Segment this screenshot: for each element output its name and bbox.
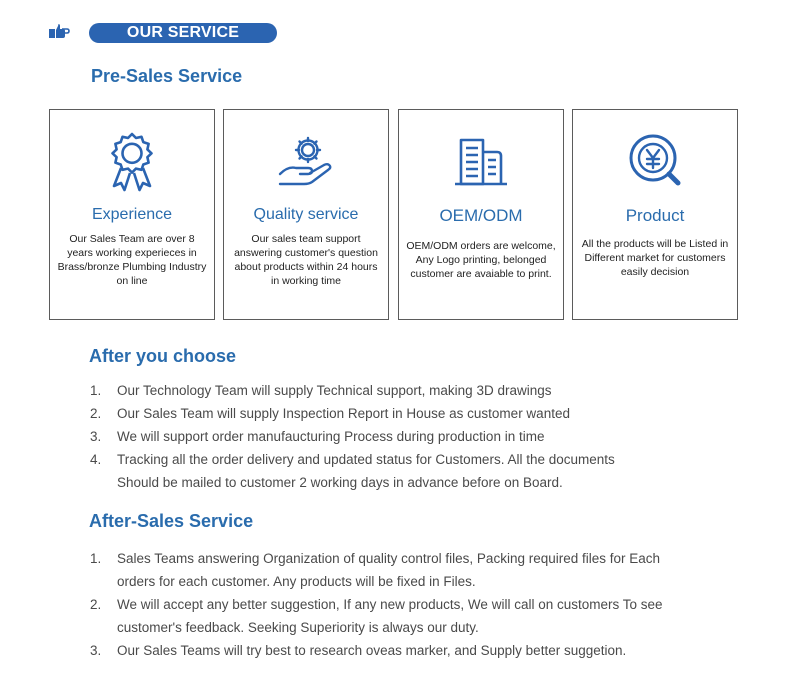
service-card-oem xyxy=(398,109,564,320)
after-choose-title: After you choose xyxy=(89,346,237,366)
list-item xyxy=(90,379,730,402)
card-description: Our sales team support answering customer's question about products within 24 hours in working time xyxy=(234,233,378,287)
card-description: OEM/ODM orders are welcome, Any Logo printing, belonged customer are avaiable to print. xyxy=(406,240,556,280)
list-item xyxy=(90,593,665,639)
list-item xyxy=(90,425,730,448)
card-title: Product xyxy=(625,206,685,225)
pointing-hand-icon xyxy=(48,22,70,42)
list-text: Our Technology Team will supply Technical support, making 3D drawings xyxy=(117,383,552,398)
after-choose-list xyxy=(90,379,730,494)
card-description: All the products will be Listed in Different market for customers easily decision xyxy=(581,238,729,278)
award-ribbon-icon xyxy=(100,130,164,194)
pre-sales-title: Pre-Sales Service xyxy=(91,66,243,86)
hand-gear-icon xyxy=(274,130,338,194)
service-card-experience xyxy=(49,109,215,320)
service-card-product xyxy=(572,109,738,320)
list-number: 1. xyxy=(90,551,102,566)
list-text: Our Sales Teams will try best to research oveas marker, and Supply better suggetion. xyxy=(117,643,627,658)
card-title: Experience xyxy=(91,206,173,223)
section-header-badge: OUR SERVICE xyxy=(89,23,277,43)
list-number: 4. xyxy=(90,452,102,467)
list-item xyxy=(90,547,665,593)
list-text: We will accept any better suggestion, If any new products, We will call on customers To see customer's feedback. Seeking Superiority is always our duty. xyxy=(117,597,663,635)
list-item xyxy=(90,448,650,494)
after-sales-list xyxy=(90,547,730,662)
list-number: 2. xyxy=(90,597,102,612)
list-text: Our Sales Team will supply Inspection Report in House as customer wanted xyxy=(117,406,570,421)
list-item xyxy=(90,402,730,425)
card-title: OEM/ODM xyxy=(439,206,523,225)
card-title: Quality service xyxy=(253,206,359,223)
list-item xyxy=(90,639,730,662)
yen-magnifier-icon xyxy=(623,130,687,194)
service-card-quality xyxy=(223,109,389,320)
list-number: 3. xyxy=(90,643,102,658)
buildings-icon xyxy=(449,130,513,194)
after-sales-title: After-Sales Service xyxy=(89,511,254,531)
list-text: We will support order manufaucturing Process during production in time xyxy=(117,429,545,444)
list-number: 1. xyxy=(90,383,102,398)
card-description: Our Sales Team are over 8 years working experieces in Brass/bronze Plumbing Industry on line xyxy=(57,233,207,287)
list-number: 3. xyxy=(90,429,102,444)
list-text: Tracking all the order delivery and updated status for Customers. All the documents Should be mailed to customer 2 working days in advance before on Board. xyxy=(117,452,615,490)
list-text: Sales Teams answering Organization of quality control files, Packing required files for Each orders for each customer. Any products will be fixed in Files. xyxy=(117,551,661,589)
list-number: 2. xyxy=(90,406,102,421)
